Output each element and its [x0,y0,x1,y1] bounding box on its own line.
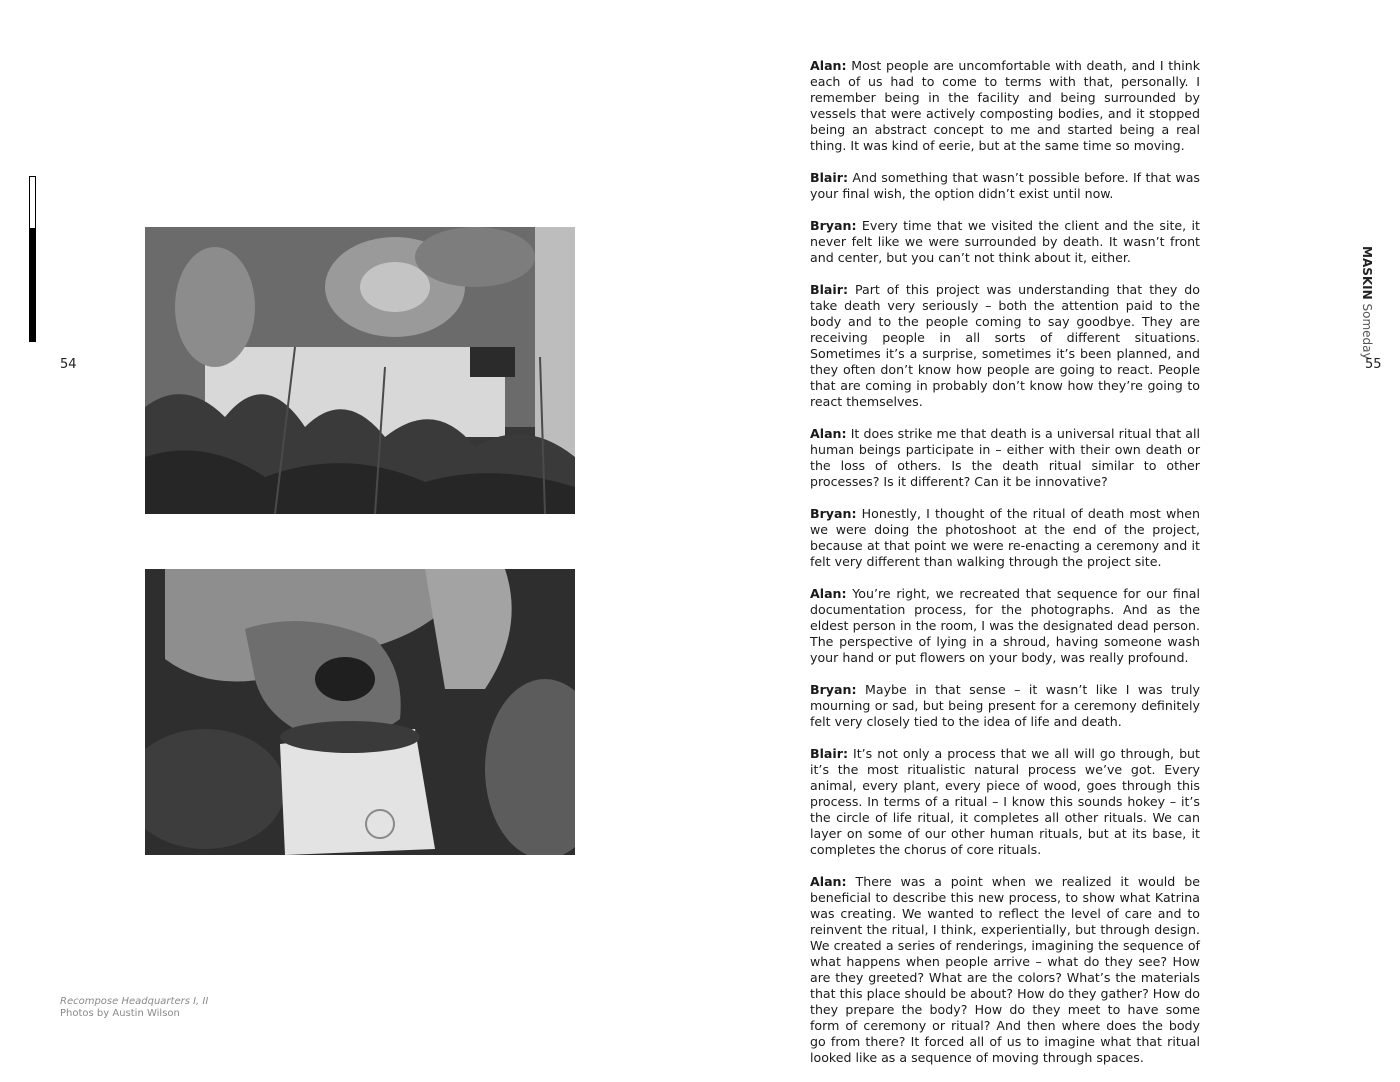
speaker-name: Blair: [810,282,848,297]
running-head-section: Someday [1360,303,1374,360]
reading-progress-fill [30,228,35,341]
speaker-name: Bryan: [810,682,857,697]
paragraph-text: It’s not only a process that we all will go through, but it’s the most ritualistic natural process we’ve got. Every animal, every plant, every piece of wood, goes through this process. In terms of a ritual – I know this sounds hokey – it’s the circle of life ritual, it completes all other rituals. We can layer on some of our other human rituals, but at its base, it completes the chorus of core rituals. [810,746,1200,857]
paragraph-text: Maybe in that sense – it wasn’t like I was truly mourning or sad, but being present for a ceremony definitely felt very closely tied to the idea of life and death. [810,682,1200,729]
running-head [1360,246,1374,360]
paragraph-text: Honestly, I thought of the ritual of death most when we were doing the photoshoot at the end of the project, because at that point we were re-enacting a ceremony and it felt very different than walking through the project site. [810,506,1200,569]
paragraph-text: Most people are uncomfortable with death, and I think each of us had to come to terms with that, personally. I remember being in the facility and being surrounded by vessels that were actively composting bodies, and it stopped being an abstract concept to me and started being a real thing. It was kind of eerie, but at the same time so moving. [810,58,1200,153]
photo-caption [60,996,208,1020]
caption-title: Recompose Headquarters I, II [60,996,209,1007]
interview-paragraph [810,874,1200,1066]
running-head-brand: MASKIN [1360,246,1374,300]
paragraph-text: Every time that we visited the client and the site, it never felt like we were surrounded by death. It wasn’t front and center, but you can’t not think about it, either. [810,218,1200,265]
interview-paragraph [810,58,1200,154]
speaker-name: Alan: [810,586,847,601]
paragraph-text: Part of this project was understanding that they do take death very seriously – both the attention paid to the body and to the people coming to say goodbye. They are receiving people in all sorts of different situations. Sometimes it’s a surprise, sometimes it’s been planned, and they often don’t know how people are going to react. People that are coming in probably don’t know how they’re going to react themselves. [810,282,1200,409]
interview-paragraph [810,746,1200,858]
paragraph-text: There was a point when we realized it would be beneficial to describe this new process, to show what Katrina was creating. We wanted to reflect the level of care and to reinvent the ritual, I think, experientially, but through design. We created a series of renderings, imagining the sequence of what happens when people arrive – what do they see? How are they greeted? What are the colors? What’s the materials that this place should be about? How do they gather? How do they prepare the body? How do they meet to have some form of ceremony or ritual? And then where does the body go from there? It forced all of us to imagine what that ritual looked like as a sequence of moving through spaces. [810,874,1200,1065]
photo-hands-soil-image [145,569,575,855]
interview-text [810,58,1200,1082]
speaker-name: Blair: [810,170,848,185]
speaker-name: Bryan: [810,218,857,233]
right-page [700,0,1400,1080]
page-number-right: 55 [1365,357,1382,372]
interview-paragraph [810,426,1200,490]
interview-paragraph [810,218,1200,266]
paragraph-text: You’re right, we recreated that sequence for our final documentation process, for the photographs. And as the eldest person in the room, I was the designated dead person. The perspective of lying in a shroud, having someone wash your hand or put flowers on your body, was really profound. [810,586,1200,665]
photo-garden-mural-image [145,227,575,514]
interview-paragraph [810,170,1200,202]
caption-credit: Photos by Austin Wilson [60,1008,180,1019]
interview-paragraph [810,586,1200,666]
interview-paragraph [810,506,1200,570]
speaker-name: Alan: [810,58,847,73]
page-number-left: 54 [60,357,77,372]
interview-paragraph [810,282,1200,410]
speaker-name: Blair: [810,746,848,761]
reading-progress-bar [29,176,36,342]
paragraph-text: And something that wasn’t possible before. If that was your final wish, the option didn’t exist until now. [810,170,1200,201]
photo-hands-soil [145,569,575,855]
speaker-name: Alan: [810,426,847,441]
speaker-name: Alan: [810,874,847,889]
interview-paragraph [810,682,1200,730]
left-page [0,0,700,1080]
paragraph-text: It does strike me that death is a universal ritual that all human beings participate in – either with their own death or the loss of others. Is the death ritual similar to other processes? Is it different? Can it be innovative? [810,426,1200,489]
speaker-name: Bryan: [810,506,857,521]
photo-garden-mural [145,227,575,514]
